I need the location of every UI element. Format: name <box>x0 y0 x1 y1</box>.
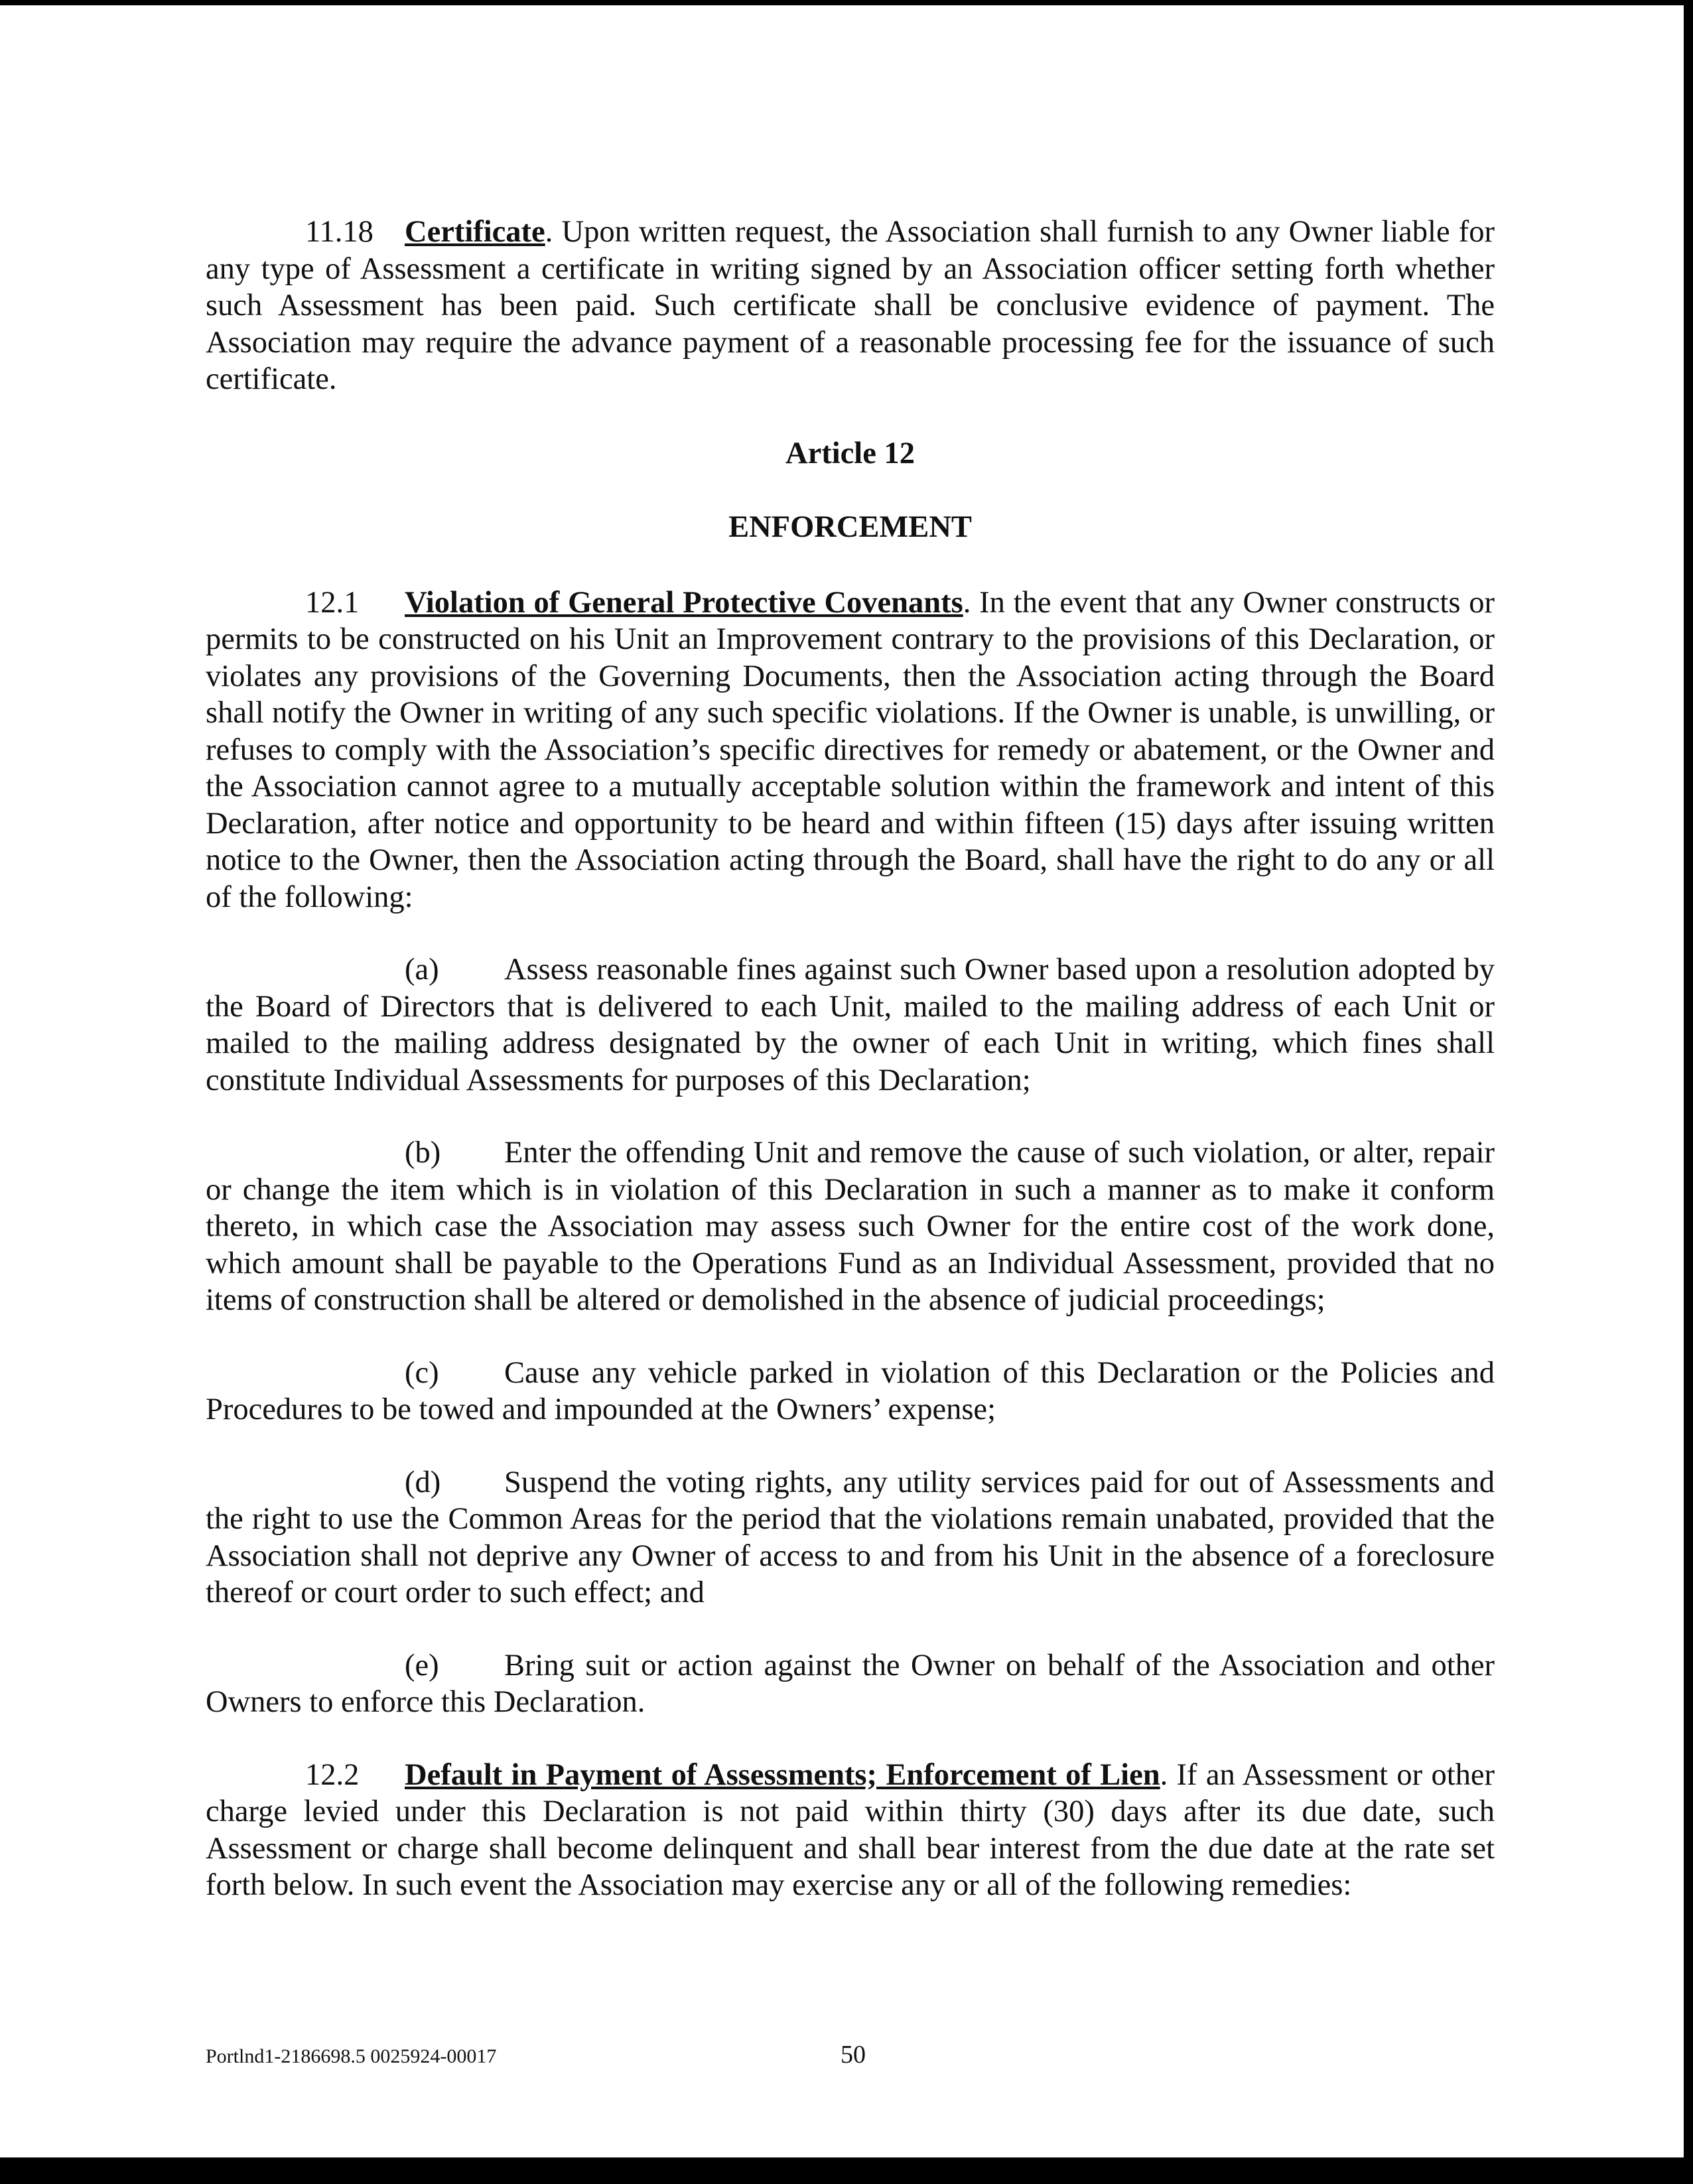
section-text: . Upon written request, the Association shall furnish to any Owner liable for any type of Assessment a certificate in writing signed by an Association officer setting forth whether such Assessment has been paid. Such certificate shall be conclusive evidence of payment. The Association may require the advance payment of a reasonable processing fee for the issuance of such certificate. <box>206 215 1495 396</box>
scan-border-right <box>1684 0 1693 2184</box>
section-heading: Default in Payment of Assessments; Enforcement of Lien <box>405 1757 1160 1792</box>
section-12-1 <box>206 584 1495 916</box>
section-heading: Violation of General Protective Covenants <box>405 585 963 620</box>
item-text: Assess reasonable fines against such Owner based upon a resolution adopted by the Board of Directors that is delivered to each Unit, mailed to the mailing address of each Unit or mailed to the mailing address designated by the owner of each Unit in writing, which fines shall constitute Individual Assessments for purposes of this Declaration; <box>206 953 1495 1097</box>
list-item <box>206 1134 1495 1319</box>
item-text: Cause any vehicle parked in violation of this Declaration or the Policies and Procedures to be towed and impounded at the Owners’ expense; <box>206 1355 1495 1426</box>
list-item <box>206 951 1495 1099</box>
scan-border-top <box>0 0 1693 5</box>
item-text: Enter the offending Unit and remove the cause of such violation, or alter, repair or change the item which is in violation of this Declaration in such a manner as to make it conform thereto, in which case the Association may assess such Owner for the entire cost of the work done, which amount shall be payable to the Operations Fund as an Individual Assessment, provided that no items of construction shall be altered or demolished in the absence of judicial proceedings; <box>206 1136 1495 1317</box>
document-body <box>206 214 1495 1904</box>
section-number: 12.1 <box>305 585 360 620</box>
item-text: Bring suit or action against the Owner on behalf of the Association and other Owners to enforce this Declaration. <box>206 1648 1495 1719</box>
article-label: Article 12 <box>785 436 915 470</box>
item-label: (c) <box>405 1355 439 1390</box>
item-text: Suspend the voting rights, any utility services paid for out of Assessments and the right to use the Common Areas for the period that the violations remain unabated, provided that the Association shall not deprive any Owner of access to and from his Unit in the absence of a foreclosure thereof or court order to such effect; and <box>206 1465 1495 1609</box>
list-item <box>206 1464 1495 1611</box>
scan-border-bottom <box>0 2157 1693 2184</box>
item-label: (b) <box>405 1136 441 1170</box>
section-number: 11.18 <box>305 215 373 249</box>
list-item <box>206 1355 1495 1428</box>
section-12-2 <box>206 1757 1495 1904</box>
item-label: (d) <box>405 1465 441 1499</box>
item-label: (e) <box>405 1648 439 1682</box>
section-text: . If an Assessment or other charge levied under this Declaration is not paid within thirty (30) days after its due date, such Assessment or charge shall become delinquent and shall bear interest from the due date at the rate set forth below. In such event the Association may exercise any or all of the following remedies: <box>206 1757 1495 1902</box>
section-number: 12.2 <box>305 1757 360 1792</box>
item-label: (a) <box>405 953 439 987</box>
section-11-18 <box>206 214 1495 398</box>
list-item <box>206 1647 1495 1721</box>
article-title: ENFORCEMENT <box>728 510 972 544</box>
section-text: . In the event that any Owner constructs or permits to be constructed on his Unit an Improvement contrary to the provisions of this Declaration, or violates any provisions of the Governing Documents, then the Association acting through the Board shall notify the Owner in writing of any such specific violations. If the Owner is unable, is unwilling, or refuses to comply with the Association’s specific directives for remedy or abatement, or the Owner and the Association cannot agree to a mutually acceptable solution within the framework and intent of this Declaration, after notice and opportunity to be heard and within fifteen (15) days after issuing written notice to the Owner, then the Association acting through the Board, shall have the right to do any or all of the following: <box>206 585 1495 914</box>
page-number: 50 <box>841 2041 866 2069</box>
section-heading: Certificate <box>405 215 545 249</box>
footer-document-id: Portlnd1-2186698.5 0025924-00017 <box>206 2045 497 2067</box>
